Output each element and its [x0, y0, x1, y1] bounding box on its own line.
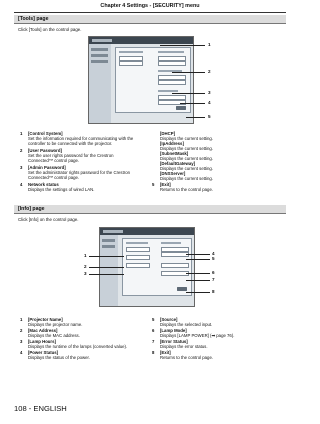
screenshot-info-panel [122, 238, 192, 296]
screenshot-nav-panel [89, 44, 111, 123]
item-title: [DefaultGateway] [160, 161, 196, 166]
item-title: [SubnetMask] [160, 151, 189, 156]
info-item-7 [152, 339, 280, 349]
item-title: [Power Status] [28, 350, 59, 355]
tools-item-2 [20, 148, 150, 164]
item-number: 3 [20, 165, 23, 170]
info-heading-text: [Info] page [18, 206, 45, 213]
info-intro-text: Click [Info] on the control page. [18, 217, 79, 222]
item-desc: Displays the status of the power. [28, 355, 90, 361]
item-desc-line2: Connected™ control page. [28, 175, 80, 181]
info-item-5 [152, 317, 280, 327]
item-number: 5 [152, 182, 155, 187]
screenshot-nav-panel [100, 235, 118, 306]
item-desc-line1: Set the administrator rights password for the Crestron [28, 170, 130, 176]
item-desc: Displays the error status. [160, 344, 208, 350]
item-desc: Displays the current setting. [160, 176, 214, 182]
item-desc: Displays the current setting. [160, 166, 214, 172]
item-title: [IpAddress] [160, 141, 184, 146]
tools-callout-2: 2 [208, 69, 211, 74]
item-number: 5 [152, 317, 155, 322]
info-callout-6: 6 [212, 270, 215, 275]
info-callout-4: 4 [212, 251, 215, 256]
item-number: 6 [152, 328, 155, 333]
info-callout-8: 8 [212, 289, 215, 294]
info-item-8 [152, 350, 280, 360]
item-title: [Exit] [160, 182, 171, 187]
info-callout-1: 1 [84, 253, 87, 258]
item-number: 8 [152, 350, 155, 355]
page-footer: 108 - ENGLISH [14, 404, 67, 413]
item-desc: Returns to the control page. [160, 355, 214, 361]
screenshot-header-bar [100, 228, 194, 235]
tools-callout-1: 1 [208, 42, 211, 47]
item-desc: Displays the current setting. [160, 156, 214, 162]
item-title: Network status [28, 182, 59, 187]
item-desc-line1: Set the user rights password for the Crestron [28, 153, 114, 159]
info-callout-2: 2 [84, 264, 87, 269]
item-number: 4 [20, 182, 23, 187]
tools-item-5 [152, 182, 280, 193]
item-number: 3 [20, 339, 23, 344]
tools-network-defaultgateway [160, 161, 280, 171]
item-number: 2 [20, 148, 23, 153]
item-title: [Projector Name] [28, 317, 63, 322]
tools-item-1 [20, 131, 150, 147]
item-title: [Mac Address] [28, 328, 58, 333]
tools-network-dhcp [160, 131, 280, 141]
item-desc: Returns to the control page. [160, 187, 214, 193]
item-desc: Displays [LAMP POWER] (➡ page 76). [160, 333, 235, 339]
item-title: [Lamp Mode] [160, 328, 187, 333]
item-desc-line2: controller to be connected with the projector. [28, 141, 113, 147]
tools-heading-text: [Tools] page [18, 16, 49, 23]
item-desc-line2: Connected™ control page. [28, 158, 80, 164]
item-title: [Error Status] [160, 339, 188, 344]
item-title: [Lamp Hours] [28, 339, 56, 344]
tools-item-4 [20, 182, 150, 193]
tools-item-3 [20, 165, 150, 181]
item-desc-line1: Displays the settings of wired LAN. [28, 187, 95, 193]
tools-section-heading [14, 15, 286, 24]
item-number: 4 [20, 350, 23, 355]
item-desc: Displays the MAC address. [28, 333, 80, 339]
tools-callout-3: 3 [208, 90, 211, 95]
item-number: 1 [20, 317, 23, 322]
info-item-2 [20, 328, 148, 338]
item-number: 2 [20, 328, 23, 333]
info-callout-5: 5 [212, 256, 215, 261]
info-item-3 [20, 339, 148, 349]
chapter-title: Chapter 4 Settings - [SECURITY] menu [100, 3, 200, 9]
info-item-1 [20, 317, 148, 327]
info-section-heading [14, 205, 286, 214]
info-callout-3: 3 [84, 271, 87, 276]
item-title: [Admin Password] [28, 165, 66, 170]
item-desc: Displays the current setting. [160, 146, 214, 152]
item-title: [Source] [160, 317, 178, 322]
tools-network-ipaddress [160, 141, 280, 151]
info-callout-7: 7 [212, 277, 215, 282]
tools-network-dnsserver [160, 171, 280, 181]
item-title: [Control System] [28, 131, 63, 136]
item-title: [User Password] [28, 148, 62, 153]
tools-callout-4: 4 [208, 100, 211, 105]
item-title: [DHCP] [160, 131, 176, 136]
info-item-6 [152, 328, 280, 338]
item-title: [DNSServer] [160, 171, 186, 176]
header-divider [14, 12, 286, 13]
item-desc: Displays the projector name. [28, 322, 83, 328]
screenshot-header-bar [89, 37, 193, 44]
tools-page-screenshot [88, 36, 194, 124]
item-desc: Displays the selected input. [160, 322, 213, 328]
tools-network-subnetmask [160, 151, 280, 161]
info-item-4 [20, 350, 148, 360]
item-desc-line1: Set the information required for communicating with the [28, 136, 134, 142]
item-number: 1 [20, 131, 23, 136]
item-number: 7 [152, 339, 155, 344]
item-title: [Exit] [160, 350, 171, 355]
item-desc: Displays the current setting. [160, 136, 214, 142]
tools-callout-5: 5 [208, 114, 211, 119]
tools-intro-text: Click [Tools] on the control page. [18, 27, 82, 32]
item-desc: Displays the runtime of the lamps (converted value). [28, 344, 128, 350]
